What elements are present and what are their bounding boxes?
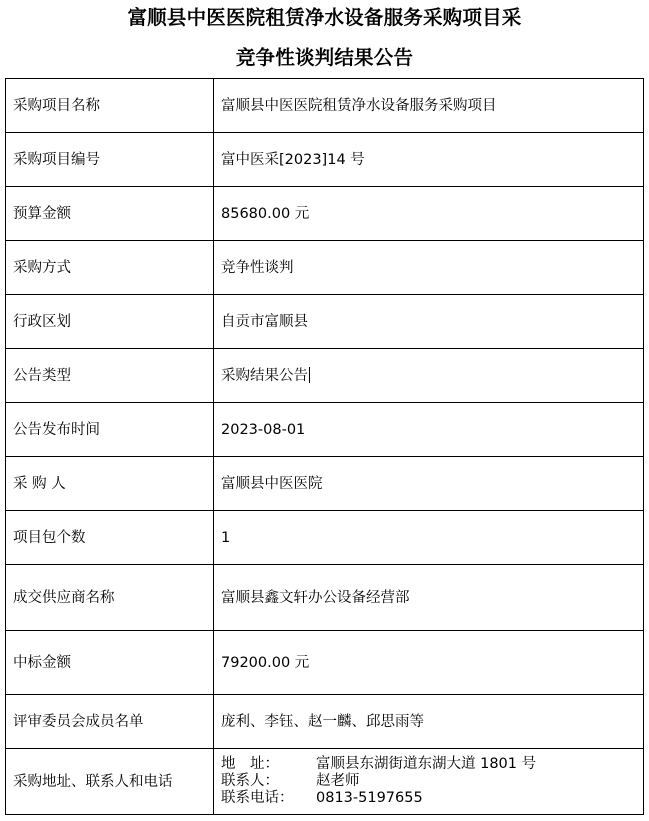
row-label: 评审委员会成员名单 [6, 695, 214, 749]
row-label: 采 购 人 [6, 457, 214, 511]
row-value-cell [214, 349, 644, 403]
row-value: 富顺县中医医院租赁净水设备服务采购项目 [214, 79, 644, 133]
row-label: 预算金额 [6, 187, 214, 241]
table-row-contact [6, 749, 644, 815]
row-value: 1 [214, 511, 644, 565]
row-value: 79200.00 元 [214, 631, 644, 695]
table-row-project-number [6, 133, 644, 187]
address-key: 地 址： [221, 756, 279, 772]
document-title-line1: 富顺县中医医院租赁净水设备服务采购项目采 [127, 6, 522, 29]
row-value: 85680.00 元 [214, 187, 644, 241]
table-row-project-name [6, 79, 644, 133]
contact-address-line [221, 756, 643, 773]
contact-block [214, 749, 644, 815]
row-label: 采购项目名称 [6, 79, 214, 133]
row-label: 成交供应商名称 [6, 565, 214, 631]
row-label: 采购项目编号 [6, 133, 214, 187]
table-row-region [6, 295, 644, 349]
procurement-result-table [5, 78, 644, 815]
table-row-committee [6, 695, 644, 749]
row-label: 采购地址、联系人和电话 [6, 749, 214, 815]
person-value: 赵老师 [316, 773, 360, 789]
document-title-line2: 竞争性谈判结果公告 [235, 46, 414, 69]
table-row-publish-date [6, 403, 644, 457]
row-value: 富中医采[2023]14 号 [214, 133, 644, 187]
table-row-supplier [6, 565, 644, 631]
row-label: 采购方式 [6, 241, 214, 295]
row-label: 公告发布时间 [6, 403, 214, 457]
row-value: 富顺县鑫文轩办公设备经营部 [214, 565, 644, 631]
table-row-award-amount [6, 631, 644, 695]
table-row-announcement-type [6, 349, 644, 403]
row-label: 中标金额 [6, 631, 214, 695]
contact-phone-line [221, 790, 643, 807]
table-row-package-count [6, 511, 644, 565]
row-value: 2023-08-01 [214, 403, 644, 457]
row-value: 采购结果公告 [221, 367, 308, 384]
row-value: 庞利、李钰、赵一麟、邱思雨等 [214, 695, 644, 749]
row-value: 竞争性谈判 [214, 241, 644, 295]
row-label: 行政区划 [6, 295, 214, 349]
row-value: 富顺县中医医院 [214, 457, 644, 511]
row-value: 自贡市富顺县 [214, 295, 644, 349]
row-label: 项目包个数 [6, 511, 214, 565]
contact-person-line [221, 773, 643, 790]
phone-value: 0813-5197655 [316, 790, 423, 806]
phone-key: 联系电话： [221, 790, 294, 806]
text-cursor-icon [309, 367, 310, 383]
person-key: 联系人： [221, 773, 279, 789]
table-row-purchaser [6, 457, 644, 511]
table-row-procurement-method [6, 241, 644, 295]
row-label: 公告类型 [6, 349, 214, 403]
address-value: 富顺县东湖街道东湖大道 1801 号 [316, 756, 537, 772]
table-row-budget [6, 187, 644, 241]
